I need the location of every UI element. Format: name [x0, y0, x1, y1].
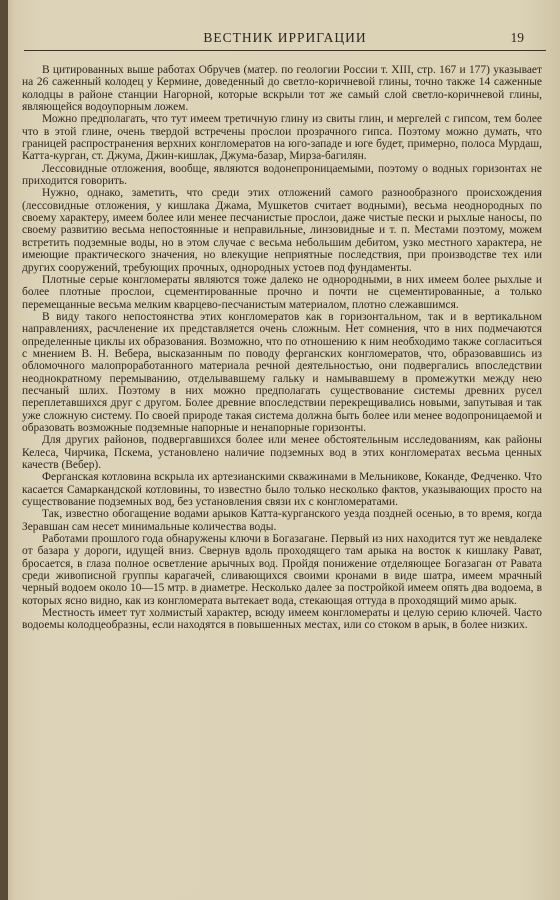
journal-title: ВЕСТНИК ИРРИГАЦИИ: [203, 30, 367, 45]
paragraph: В цитированных выше работах Обручев (матер. по геологии России т. XIII, стр. 167 и 177) указывает на 26 саженный колодец у Кермине, доведенный до светло-коричневой глины, точно также 14 саженные колодцы в районе станции Нагорной, которые вскрыли тот же самый слой светло-коричневой глины, являющейся водоупорным ложем.: [22, 64, 542, 114]
paragraph: Ферганская котловина вскрыла их артезианскими скважинами в Мельникове, Коканде, Федченко. Что касается Самаркандской котловины, то известно было только несколько фактов, указывающих просто на существование подземных вод, без установления связи их с конгломератами.: [22, 471, 542, 509]
paragraph: В виду такого непостоянства этих конгломератов как в горизонтальном, так и в вертикальном направлениях, расчленение их представляется очень сложным. Нет сомнения, что в них подмечаются определенные циклы их образования. Возможно, что по отношению к ним необходимо также согласиться с мнением В. Н. Вебера, высказанным по поводу ферганских конгломератов, что, образовавшись из обломочного малопроработанного материала речной деятельностью, они подвергались впоследствии неоднократному перемыванию, отделывавшему гальку и намывавшему в промежутки между нею песчаный шлих. Поэтому в них можно предполагать существование системы древних русел переплетавшихся друг с другом. Более древние впоследствии перекрещивались новыми, запутывая и так уже сложную систему. По своей природе такая система должна быть более или менее водопроницаемой и образовать возможные подземные напорные и ненапорные горизонты.: [22, 310, 542, 434]
page-binding-edge: [0, 0, 8, 900]
paragraph: Местность имеет тут холмистый характер, всюду имеем конгломераты и целую серию ключей. Часто водоемы колодцеобразны, если находятся в повышенных местах, или со стоком в арык, в более низких.: [22, 607, 542, 632]
article-body: [22, 64, 542, 632]
paragraph: Так, известно обогащение водами арыков Катта-курганского уезда поздней осенью, в то время, когда Зеравшан сам несет минимальные количества воды.: [22, 508, 542, 533]
paragraph: Нужно, однако, заметить, что среди этих отложений самого разнообразного происхождения (лессовидные отложения, у кишлака Джама, Мушкетов считает водными), весьма неоднородных по своему характеру, имеем более или менее песчанистые прослои, даже чистые пески и рыхлые наносы, по своему развитию весьма непостоянные и неправильные, линзовидные и т. п. Местами поэтому, можем встретить подземные воды, но в этом случае с весьма небольшим дебитом, узко местного характера, не имеющие практического значения, но влекущие неприятные последствия, при производстве тех или других сооружений, требующих прочных, однородных устоев под фундаменты.: [22, 187, 542, 274]
running-header: [24, 28, 546, 51]
paragraph: Работами прошлого года обнаружены ключи в Богазагане. Первый из них находится тут же невдалеке от базара у дороги, идущей вниз. Свернув вдоль проходящего там арыка на восток к кишлаку Рават, бросается, в глаза полное осветление арычных вод. Пройдя понижение отделяющее Богазаган от Равата среди живописной группы карагачей, сливающихся своими кронами в виде шатра, имеем мрачный черный водоем около 10—15 мтр. в диаметре. Несколько далее за постройкой имеем опять два водоема, в которых ясно видно, как из конгломерата вытекает вода, стекающая оттуда в проходящий мимо арык.: [22, 533, 542, 607]
paragraph: Можно предполагать, что тут имеем третичную глину из свиты глин, и мергелей с гипсом, тем более что в этой глине, очень твердой встречены прослои прозрачного гипса. Поэтому можно думать, что границей распространения верхних конгломератов на юго-западе и юге будет, примерно, полоса Мурдаш, Катта-курган, ст. Джума, Джин-кишлак, Джума-базар, Мирза-багилян.: [22, 113, 542, 163]
paragraph: Плотные серые конгломераты являются тоже далеко не однородными, в них имеем более рыхлые и более плотные прослои, сцементированные прочно и почти не сцементированные, а только перемещанные весьма мелким кварцево-песчанистым материалом, плотно слежавшимся.: [22, 273, 542, 311]
paragraph: Для других районов, подвергавшихся более или менее обстоятельным исследованиям, как районы Келеса, Чирчика, Пскема, установлено наличие подземных вод в этих конгломератах весьма ценных качеств (Вебер).: [22, 434, 542, 471]
paragraph: Лессовидные отложения, вообще, являются водонепроницаемыми, поэтому о водных горизонтах не приходится говорить.: [22, 162, 542, 188]
page-number: 19: [510, 30, 524, 45]
